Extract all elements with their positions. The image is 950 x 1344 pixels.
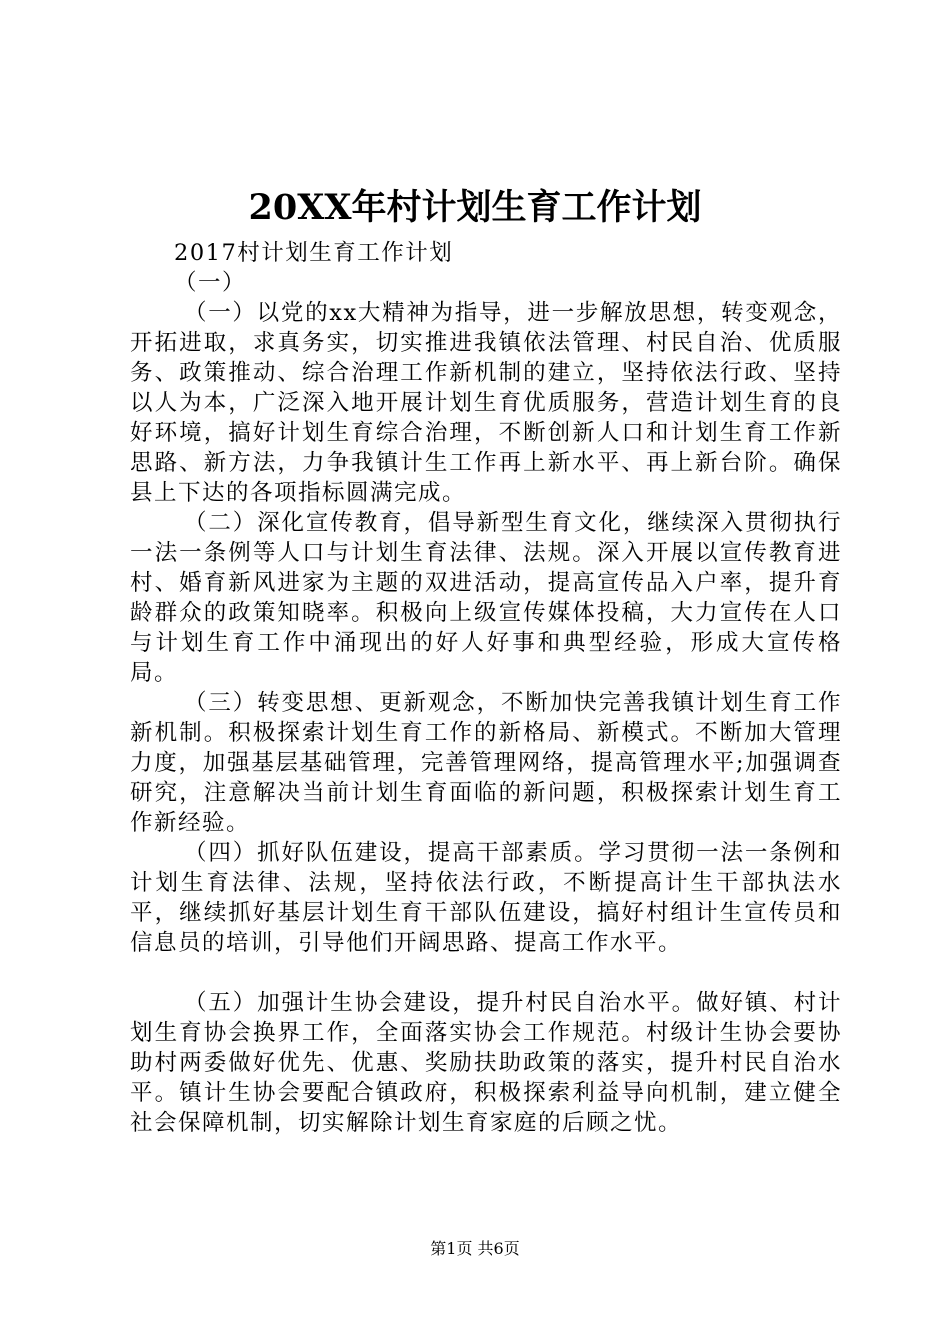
paragraph-4: （四）抓好队伍建设，提高干部素质。学习贯彻一法一条例和计划生育法律、法规，坚持依法行政，不断提高计生干部执法水平，继续抓好基层计划生育干部队伍建设，搞好村组计生宣传员和信息员的培训，引导他们开阔思路、提高工作水平。 — [130, 840, 842, 956]
paragraph-3: （三）转变思想、更新观念，不断加快完善我镇计划生育工作新机制。积极探索计划生育工作的新格局、新模式。不断加大管理力度，加强基层基础管理，完善管理网络，提高管理水平;加强调查研究，注意解决当前计划生育面临的新问题，积极探索计划生育工作新经验。 — [130, 690, 842, 836]
paragraph-spacer — [130, 958, 842, 988]
document-subtitle: 2017村计划生育工作计划 — [174, 240, 454, 266]
document-title: 20XX年村计划生育工作计划 — [248, 187, 702, 228]
page-indicator: 第1页 共6页 — [430, 1239, 520, 1258]
paragraph-1: （一）以党的xx大精神为指导，进一步解放思想，转变观念，开拓进取，求真务实，切实推进我镇依法管理、村民自治、优质服务、政策推动、综合治理工作新机制的建立，坚持依法行政、坚持以人为本，广泛深入地开展计划生育优质服务，营造计划生育的良好环境，搞好计划生育综合治理，不断创新人口和计划生育工作新思路、新方法，力争我镇计生工作再上新水平、再上新台阶。确保县上下达的各项指标圆满完成。 — [130, 300, 842, 506]
paragraph-2: （二）深化宣传教育，倡导新型生育文化，继续深入贯彻执行一法一条例等人口与计划生育法律、法规。深入开展以宣传教育进村、婚育新风进家为主题的双进活动，提高宣传品入户率，提升育龄群众的政策知晓率。积极向上级宣传媒体投稿，大力宣传在人口与计划生育工作中涌现出的好人好事和典型经验，形成大宣传格局。 — [130, 510, 842, 686]
section-marker: （一） — [174, 270, 247, 296]
paragraph-5: （五）加强计生协会建设，提升村民自治水平。做好镇、村计划生育协会换界工作，全面落实协会工作规范。村级计生协会要协助村两委做好优先、优惠、奖励扶助政策的落实，提升村民自治水平。镇计生协会要配合镇政府，积极探索利益导向机制，建立健全社会保障机制，切实解除计划生育家庭的后顾之忧。 — [130, 990, 842, 1136]
document-body — [130, 238, 842, 1138]
